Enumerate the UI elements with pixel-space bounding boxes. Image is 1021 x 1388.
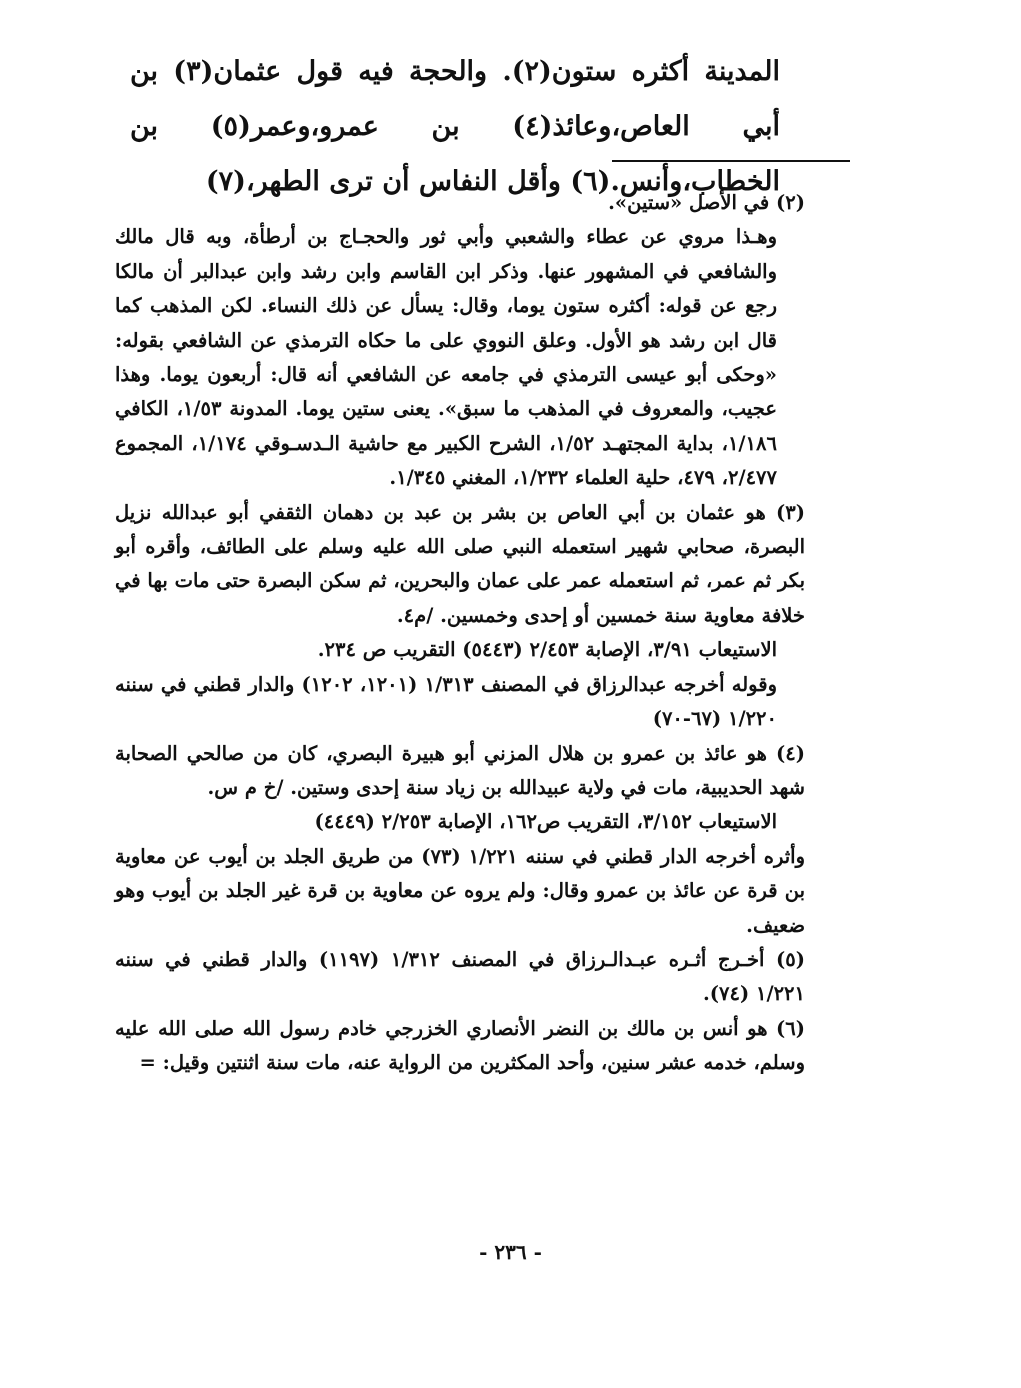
footnote-4-takhrij: وأثره أخرجه الدار قطني في سننه ١/٢٢١ (٧٣) من طريق الجلد بن أيوب عن معاوية بن قرة عن عائذ بن عمرو وقال: ولم يروه عن معاوية بن قرة غير الجلد بن أيوب وهو ضعيف. [115, 844, 805, 937]
footnote-3: (٣) هو عثمان بن أبي العاص بن بشر بن عبد بن دهمان الثقفي أبو عبدالله نزيل البصرة، صحابي شهير استعمله النبي صلى الله عليه وسلم على الطائف، وأقره أبو بكر ثم عمر، ثم استعمله عمر على عمان والبحرين، ثم سكن البصرة حتى مات بها في خلافة معاوية سنة خمسين أو إحدى وخمسين. /م٤. [115, 500, 805, 627]
footnote-2-commentary: وهـذا مروي عن عطاء والشعبي وأبي ثور والحجـاج بن أرطأة، وبه قال مالك والشافعي في المشهور عنها. وذكر ابن القاسم وابن رشد وابن عبدالبر أن مالكا رجع عن قوله: أكثره ستون يوما، وقال: يسأل عن ذلك النساء. لكن المذهب كما قال ابن رشد هو الأول. وعلق النووي على ما حكاه الترمذي عن الشافعي بقوله: «وحكى أبو عيسى الترمذي في جامعه عن الشافعي أنه قال: أربعون يوما. وهذا عجيب، والمعروف في المذهب ما سبق». يعنى ستين يوما. المدونة ١/٥٣، الكافي ١/١٨٦، بداية المجتهـد ١/٥٢، الشرح الكبير مع حاشية الـدسـوقي ١/١٧٤، المجموع ٢/٤٧٧، ٤٧٩، حلية العلماء ١/٢٣٢، المغني ١/٣٤٥. [115, 225, 777, 490]
footnote-5: (٥) أخـرج أثـره عبـدالـرزاق في المصنف ١/٣١٢ (١١٩٧) والدار قطني في سننه ١/٢٢١ (٧٤). [115, 947, 806, 1006]
footnote-3-takhrij: وقوله أخرجه عبدالرزاق في المصنف ١/٣١٣ (١٢٠١، ١٢٠٢) والدار قطني في سننه ١/٢٢٠ (٦٧-٧٠) [115, 672, 777, 731]
page-number: - ٢٣٦ - [479, 1240, 542, 1264]
footnote-4-sources: الاستيعاب ٣/١٥٢، التقريب ص١٦٢، الإصابة ٢/٢٥٣ (٤٤٤٩) [314, 810, 777, 834]
main-text: المدينة أكثره ستون(٢). والحجة فيه قول عثمان(٣) بن أبي العاص،وعائذ(٤) بن عمرو،وعمر(٥) بن الخطاب،وأنس.(٦) وأقل النفاس أن ترى الطهر،(٧) [130, 56, 780, 197]
footnote-4: (٤) هو عائذ بن عمرو بن هلال المزني أبو هبيرة البصري، كان من صالحي الصحابة شهد الحديبية، مات في ولاية عبيدالله بن زياد سنة إحدى وستين. /خ م س. [115, 741, 805, 799]
footnotes-section [115, 186, 805, 1081]
footnote-2: (٢) في الأصل «ستين». [608, 191, 805, 214]
footnote-3-sources: الاستيعاب ٣/٩١، الإصابة ٢/٤٥٣ (٥٤٤٣) التقريب ص ٢٣٤. [317, 638, 777, 662]
footnote-separator [612, 160, 850, 162]
footnote-6: (٦) هو أنس بن مالك بن النضر الأنصاري الخزرجي خادم رسول الله صلى الله عليه وسلم، خدمه عشر سنين، وأحد المكثرين من الرواية عنه، مات سنة اثنتين وقيل: = [115, 1016, 805, 1075]
